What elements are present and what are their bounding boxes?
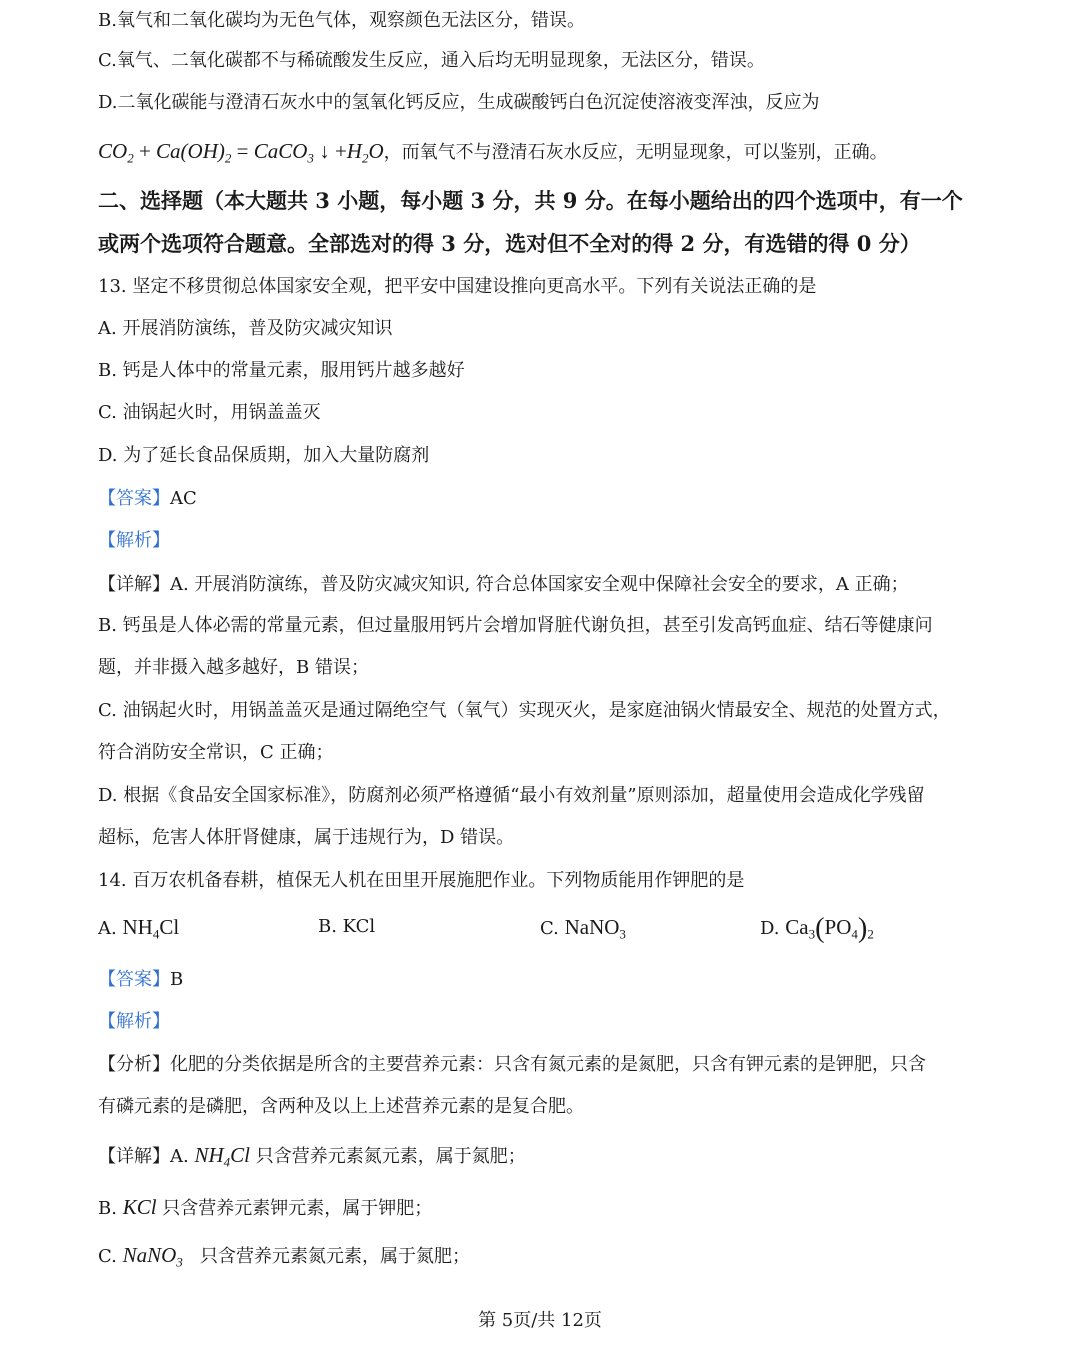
detail-c-post: 只含营养元素氮元素，属于氮肥； [199, 1246, 470, 1267]
prev-option-d-line1: D.二氧化碳能与澄清石灰水中的氢氧化钙反应，生成碳酸钙白色沉淀使溶液变浑浊，反应为 [98, 92, 820, 113]
q14-option-c: C. NaNO$_3$ [540, 915, 626, 942]
detail-a-pre: A. [170, 1146, 189, 1167]
q13-answer [98, 486, 982, 512]
section-heading-line1: 二、选择题（本大题共 3 小题，每小题 3 分，共 9 分。在每小题给出的四个选项中，有一个 [98, 188, 963, 213]
detail-c-pre: C. [98, 1246, 117, 1267]
prev-option-d-line2 [98, 138, 982, 166]
q13-option-a: A. 开展消防演练，普及防灾减灾知识 [98, 318, 393, 339]
answer-value: B [170, 969, 184, 990]
q14-detail-b: B. KCl 只含营养元素钾元素，属于钾肥； [98, 1195, 433, 1219]
q13-option-d: D. 为了延长食品保质期，加入大量防腐剂 [98, 445, 430, 466]
analysis-line1-text: 化肥的分类依据是所含的主要营养元素：只含有氮元素的是氮肥，只含有钾元素的是钾肥，只含 [170, 1054, 926, 1075]
prev-option-d-conclusion: ，而氧气不与澄清石灰水反应，无明显现象，可以鉴别，正确。 [383, 142, 888, 163]
q13-option-b: B. 钙是人体中的常量元素，服用钙片越多越好 [98, 360, 465, 381]
q14-stem: 14. 百万农机备春耕，植保无人机在田里开展施肥作业。下列物质能用作钾肥的是 [98, 870, 745, 891]
prev-option-b: B.氧气和二氧化碳均为无色气体，观察颜色无法区分，错误。 [98, 10, 585, 31]
q13-detail-b1: B. 钙虽是人体必需的常量元素，但过量服用钙片会增加肾脏代谢负担，甚至引发高钙血症、结石等健康问 [98, 615, 933, 636]
q14-option-d: D. $Ca_3(PO_4)_2$ [760, 912, 874, 944]
answer-value: AC [170, 488, 197, 509]
q13-detail-b2: 题，并非摄入越多越好，B 错误； [98, 657, 369, 678]
answer-tag: 【答案】 [98, 969, 170, 990]
q14-analysis-line2: 有磷元素的是磷肥，含两种及以上上述营养元素的是复合肥。 [98, 1096, 584, 1117]
q13-detail-d1: D. 根据《食品安全国家标准》，防腐剂必须严格遵循“最小有效剂量”原则添加，超量使用会造成化学残留 [98, 785, 925, 806]
q13-stem: 13. 坚定不移贯彻总体国家安全观，把平安中国建设推向更高水平。下列有关说法正确的是 [98, 276, 817, 297]
q14-option-a: A. $NH_4Cl$ [98, 915, 180, 942]
detail-tag: 【详解】 [98, 1146, 170, 1167]
q14-detail-a: 【详解】A. $NH_4Cl$ 只含营养元素氮元素，属于氮肥； [98, 1143, 526, 1170]
detail-a-post: 只含营养元素氮元素，属于氮肥； [255, 1146, 526, 1167]
q14-detail-c: C. NaNO$_3$ 只含营养元素氮元素，属于氮肥； [98, 1243, 470, 1270]
q13-analysis-tag: 【解析】 [98, 530, 170, 551]
detail-tag: 【详解】 [98, 574, 170, 595]
q14-answer [98, 967, 982, 993]
reaction-equation: $CO_2 + Ca(OH)_2$ = CaCO$_3$ ↓ $+H_2O$ [98, 139, 384, 166]
q14-options [98, 914, 982, 948]
answer-tag: 【答案】 [98, 488, 170, 509]
q14-analysis-tag: 【解析】 [98, 1011, 170, 1032]
q13-option-c: C. 油锅起火时，用锅盖盖灭 [98, 402, 321, 423]
q13-detail-d2: 超标，危害人体肝肾健康，属于违规行为，D 错误。 [98, 827, 515, 848]
q13-detail-a [98, 572, 982, 598]
q14-analysis-line1 [98, 1052, 982, 1078]
analysis-head-tag: 【分析】 [98, 1054, 170, 1075]
option-d-label: D. [760, 918, 780, 939]
detail-b-pre: B. [98, 1198, 117, 1219]
section-heading-line2: 或两个选项符合题意。全部选对的得 3 分，选对但不全对的得 2 分，有选错的得 0 分） [98, 231, 921, 256]
q13-detail-c2: 符合消防安全常识，C 正确； [98, 742, 334, 763]
detail-b-post: 只含营养元素钾元素，属于钾肥； [162, 1198, 433, 1219]
option-c-label: C. [540, 918, 559, 939]
option-a-label: A. [98, 918, 117, 939]
q13-detail-c1: C. 油锅起火时，用锅盖盖灭是通过隔绝空气（氧气）实现灭火，是家庭油锅火情最安全、规范的处置方式， [98, 700, 951, 721]
page-footer: 第 5页/共 12页 [478, 1310, 602, 1331]
prev-option-c: C.氧气、二氧化碳都不与稀硫酸发生反应，通入后均无明显现象，无法区分，错误。 [98, 50, 765, 71]
q14-option-b: B. KCl [318, 916, 376, 937]
detail-a-text: A. 开展消防演练，普及防灾减灾知识, 符合总体国家安全观中保障社会安全的要求，A 正确； [170, 574, 909, 595]
